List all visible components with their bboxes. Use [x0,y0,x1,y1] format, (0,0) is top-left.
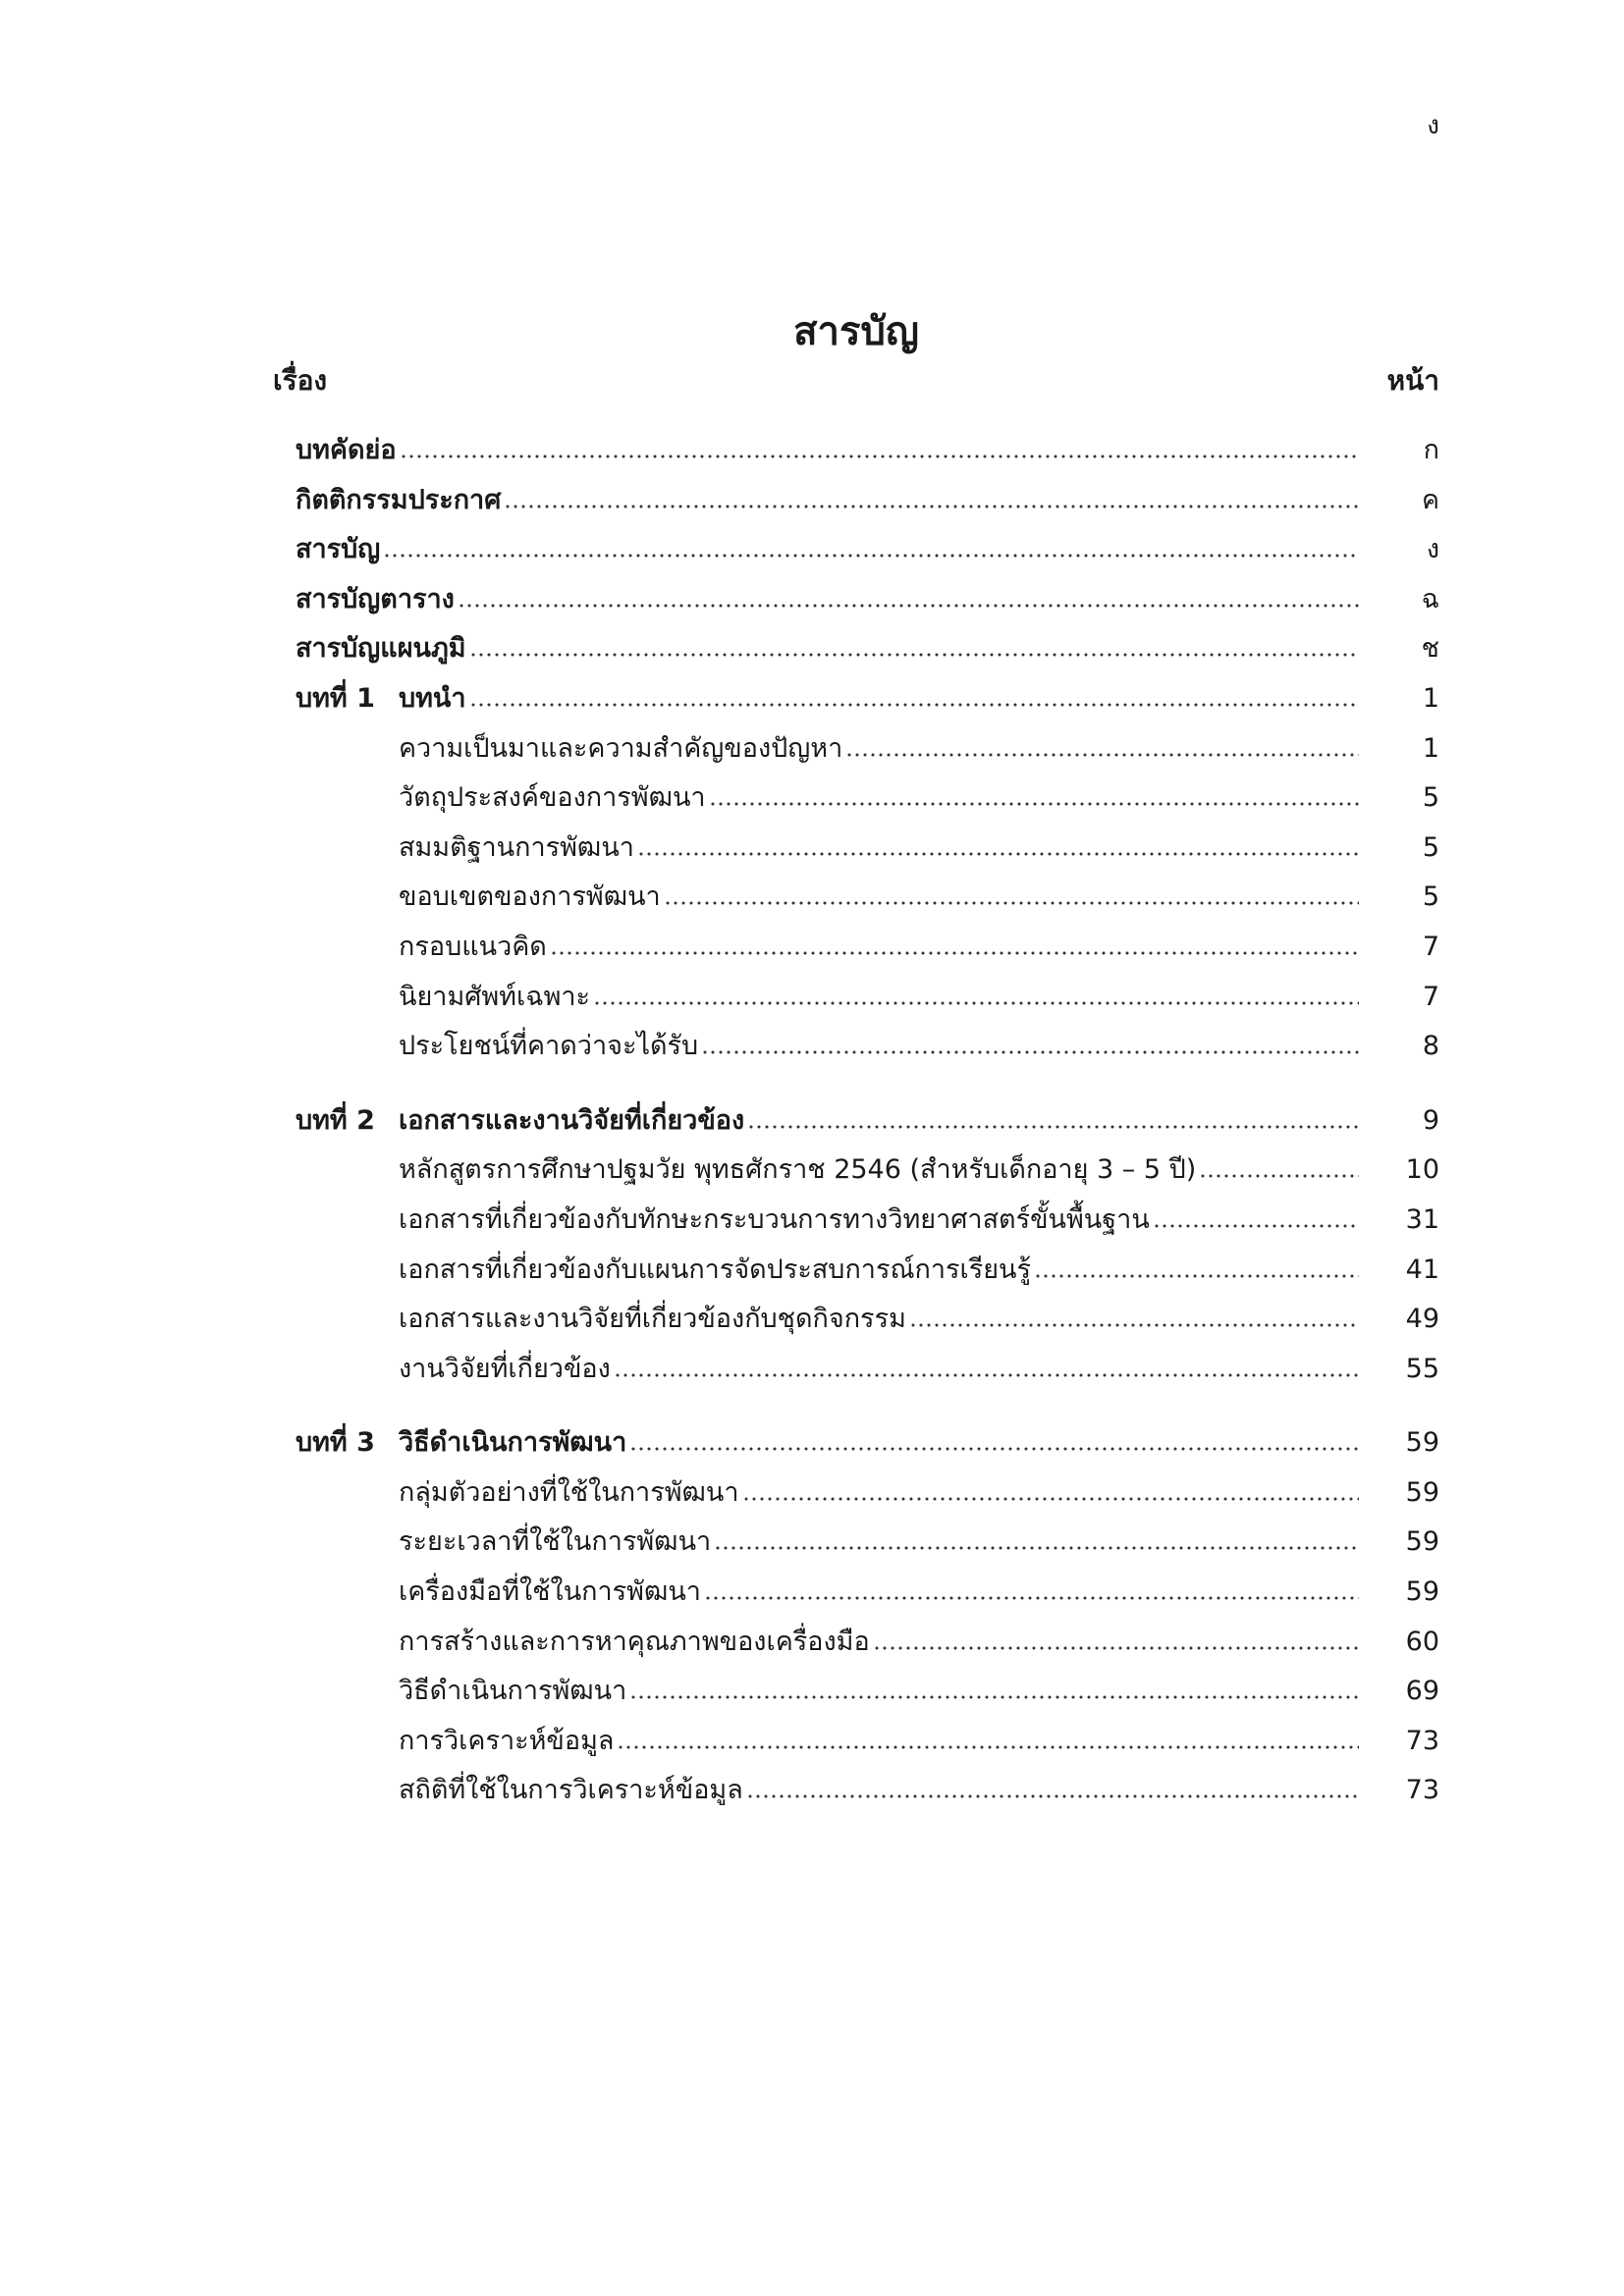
section-title: กลุ่มตัวอย่างที่ใช้ในการพัฒนา [399,1476,739,1508]
section-title: งานวิจัยที่เกี่ยวข้อง [399,1353,611,1384]
section-entry [296,824,1439,874]
section-page: 8 [1422,1031,1439,1062]
section-entry [296,873,1439,923]
section-entry [296,1022,1439,1072]
toc-entry [296,426,1439,476]
section-title: วัตถุประสงค์ของการพัฒนา [399,782,706,814]
section-title: ขอบเขตของการพัฒนา [399,881,661,913]
front-matter-list [296,426,1439,674]
section-page: 31 [1405,1203,1439,1235]
section-title: การสร้างและการหาคุณภาพของเครื่องมือ [399,1626,870,1657]
section-entry [296,1766,1439,1816]
section-page: 59 [1405,1576,1439,1608]
dot-leader [709,802,1359,806]
section-entry [296,1345,1439,1395]
section-title: เอกสารและงานวิจัยที่เกี่ยวข้องกับชุดกิจกรรม [399,1304,906,1335]
section-entry [296,1568,1439,1618]
dot-leader [629,1447,1359,1451]
chapter-title: บทนำ [399,682,466,714]
toc-entry-title: กิตติกรรมประกาศ [296,484,502,515]
dot-leader [701,1050,1359,1054]
page-column-label: หน้า [1386,364,1439,397]
section-entry [296,973,1439,1023]
section-page: 41 [1405,1254,1439,1285]
toc-entry-page: ฉ [1421,583,1439,614]
toc-entry-page: ก [1423,435,1439,465]
section-entry [296,1468,1439,1519]
toc-entry [296,525,1439,575]
dot-leader [664,901,1359,905]
chapter-label: บทที่ 2 [296,1104,375,1136]
section-title: เอกสารที่เกี่ยวข้องกับทักษะกระบวนการทางวิทยาศาสตร์ขั้นพื้นฐาน [399,1203,1150,1235]
dot-leader [614,1373,1359,1377]
section-entry [296,923,1439,973]
section-title: เครื่องมือที่ใช้ในการพัฒนา [399,1576,701,1608]
dot-leader [469,703,1359,707]
section-title: นิยามศัพท์เฉพาะ [399,981,591,1012]
section-page: 49 [1405,1304,1439,1335]
dot-leader [1153,1224,1359,1228]
dot-leader [383,554,1359,558]
section-title: การวิเคราะห์ข้อมูล [399,1725,615,1756]
dot-leader [1199,1174,1359,1178]
chapter-page: 59 [1405,1427,1439,1459]
toc-entry-page: ค [1421,484,1439,515]
section-title: สถิติที่ใช้ในการวิเคราะห์ข้อมูล [399,1775,743,1806]
toc-entry-title: สารบัญ [296,534,381,565]
dot-leader [617,1745,1359,1749]
chapter-block [296,1096,1439,1395]
chapter-title: เอกสารและงานวิจัยที่เกี่ยวข้อง [399,1104,745,1136]
toc-entry [296,575,1439,625]
chapter-page: 9 [1422,1104,1439,1136]
toc-entry [296,476,1439,526]
section-entry [296,1196,1439,1246]
section-title: ประโยชน์ที่คาดว่าจะได้รับ [399,1031,699,1062]
section-page: 59 [1405,1526,1439,1558]
dot-leader [1034,1274,1359,1278]
section-page: 73 [1405,1775,1439,1806]
chapter-block [296,674,1439,1072]
section-title: ระยะเวลาที่ใช้ในการพัฒนา [399,1526,712,1558]
chapter-heading [296,1418,1439,1468]
section-title: กรอบแนวคิด [399,931,547,962]
dot-leader [400,454,1359,458]
subject-column-label: เรื่อง [273,364,328,397]
chapter-heading [296,1096,1439,1147]
dot-leader [845,753,1359,757]
dot-leader [504,505,1359,508]
section-page: 59 [1405,1476,1439,1508]
page-number: ง [1427,111,1439,140]
section-page: 10 [1405,1154,1439,1186]
section-page: 60 [1405,1626,1439,1657]
dot-leader [469,653,1359,657]
toc-entry-page: ง [1426,534,1439,565]
section-page: 69 [1405,1676,1439,1707]
toc-entry-title: บทคัดย่อ [296,435,397,465]
toc-entry-page: ช [1421,633,1439,665]
section-entry [296,1717,1439,1767]
section-title: สมมติฐานการพัฒนา [399,831,634,863]
section-entry [296,1246,1439,1296]
dot-leader [873,1646,1359,1650]
section-entry [296,1618,1439,1668]
dot-leader [458,604,1359,608]
section-page: 5 [1422,881,1439,913]
toc-entry [296,624,1439,674]
section-page: 73 [1405,1725,1439,1756]
dot-leader [747,1125,1359,1129]
toc-column-header [273,356,1439,405]
section-entry [296,724,1439,774]
dot-leader [550,951,1359,955]
chapter-title: วิธีดำเนินการพัฒนา [399,1427,627,1459]
chapter-block [296,1418,1439,1816]
section-page: 5 [1422,782,1439,814]
dot-leader [629,1695,1359,1699]
section-entry [296,774,1439,824]
dot-leader [746,1794,1359,1798]
section-title: วิธีดำเนินการพัฒนา [399,1676,627,1707]
section-title: หลักสูตรการศึกษาปฐมวัย พุทธศักราช 2546 (สำหรับเด็กอายุ 3 – 5 ปี) [399,1154,1197,1186]
page-title: สารบัญ [793,309,919,354]
dot-leader [909,1323,1359,1327]
section-entry [296,1667,1439,1717]
section-page: 7 [1422,981,1439,1012]
dot-leader [714,1546,1359,1550]
chapter-page: 1 [1422,682,1439,714]
dot-leader [637,852,1359,856]
dot-leader [742,1497,1359,1501]
dot-leader [704,1596,1359,1600]
section-entry [296,1295,1439,1345]
chapter-label: บทที่ 1 [296,682,375,714]
section-title: เอกสารที่เกี่ยวข้องกับแผนการจัดประสบการณ์การเรียนรู้ [399,1254,1032,1285]
dot-leader [593,1001,1359,1005]
toc-entry-title: สารบัญตาราง [296,583,455,614]
section-entry [296,1518,1439,1568]
section-title: ความเป็นมาและความสำคัญของปัญหา [399,732,843,764]
toc-entry-title: สารบัญแผนภูมิ [296,633,466,665]
section-page: 55 [1405,1353,1439,1384]
chapter-label: บทที่ 3 [296,1427,375,1459]
chapter-heading [296,674,1439,724]
section-page: 1 [1422,732,1439,764]
table-of-contents [296,426,1439,1816]
section-entry [296,1146,1439,1196]
section-page: 5 [1422,831,1439,863]
section-page: 7 [1422,931,1439,962]
